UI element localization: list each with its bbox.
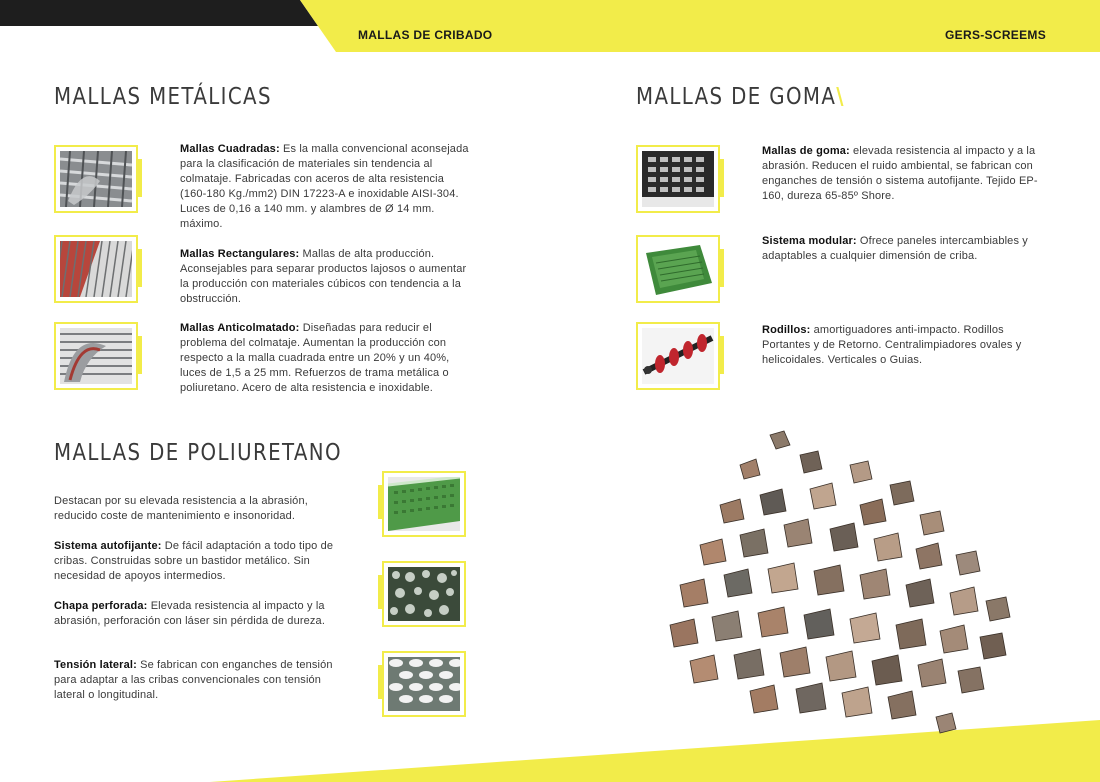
- item-chapa-perforada: [54, 599, 339, 629]
- thumb-sistema-modular: [636, 235, 720, 303]
- thumb-malla-anticolmatado: [54, 322, 138, 390]
- roller-icon: [642, 328, 714, 384]
- item-tension-lateral: [54, 658, 339, 703]
- item-text: Diseñadas para reducir el problema del colmataje. Aumentan la producción con respecto a la malla cuadrada entre un 20% y un 40%, luces de 1,5 a 25 mm. Refuerzos de trama metálica o poliuretano. Acero de alta resistencia e inoxidable.: [180, 322, 450, 394]
- slotted-mesh-icon: [60, 241, 132, 297]
- item-label: Mallas Cuadradas:: [180, 143, 280, 155]
- header-dark-band: [0, 0, 318, 26]
- modular-panel-icon: [642, 241, 714, 297]
- item-text: Mallas de alta producción. Aconsejables para separar productos lajosos o aumentar la producción con materiales cúbicos con tendencia a la obstrucción.: [180, 248, 467, 305]
- header-left-title: MALLAS DE CRIBADO: [358, 28, 493, 42]
- thumb-chapa-perforada: [382, 561, 466, 627]
- item-label: Tensión lateral:: [54, 659, 137, 671]
- woven-mesh-icon: [60, 151, 132, 207]
- item-label: Sistema modular:: [762, 235, 857, 247]
- item-text: Se fabrican con enganches de tensión para adaptar a las cribas convencionales con tensión lateral o longitudinal.: [54, 659, 333, 701]
- header-right-title: GERS-SCREEMS: [945, 28, 1046, 42]
- item-label: Mallas Anticolmatado:: [180, 322, 300, 334]
- item-text: elevada resistencia al impacto y a la abrasión. Reducen el ruido ambiental, se fabrican con enganches de tensión o sistema autofijante. Tejido EP-160, dureza 65-85º Shore.: [762, 145, 1038, 202]
- rubber-mesh-icon: [642, 151, 714, 207]
- polyurethane-panel-icon: [388, 477, 460, 531]
- thumb-poliuretano-autofijante: [382, 471, 466, 537]
- item-label: Mallas Rectangulares:: [180, 248, 300, 260]
- item-malla-anticolmatado: [180, 321, 470, 396]
- item-label: Sistema autofijante:: [54, 540, 162, 552]
- section-title-metalicas: MALLAS METÁLICAS: [54, 84, 272, 110]
- thumb-malla-cuadrada: [54, 145, 138, 213]
- title-accent-slash: \: [836, 84, 845, 110]
- section-title-goma: [636, 84, 845, 110]
- anticlog-mesh-icon: [60, 328, 132, 384]
- section-title-goma-text: MALLAS DE GOMA: [636, 84, 837, 110]
- item-rodillos: [762, 323, 1047, 368]
- item-sistema-modular: [762, 234, 1047, 264]
- header-bar: [0, 0, 1100, 60]
- round-hole-plate-icon: [388, 657, 460, 711]
- thumb-malla-goma: [636, 145, 720, 213]
- gravel-pile-image: [660, 425, 1060, 745]
- thumb-malla-rectangular: [54, 235, 138, 303]
- item-text: Es la malla convencional aconsejada para la clasificación de materiales sin tendencia al colmataje. Fabricadas con aceros de alta resistencia (160-180 Kg./mm2) DIN 17223-A e inoxidable AISI-304. Luces de 0,16 a 140 mm. y alambres de Ø 14 mm. máximo.: [180, 143, 469, 230]
- item-label: Chapa perforada:: [54, 600, 148, 612]
- item-sistema-autofijante: [54, 539, 339, 584]
- item-text: Elevada resistencia al impacto y la abrasión, perforación con láser sin pérdida de dureza.: [54, 600, 326, 627]
- item-malla-cuadrada: [180, 142, 470, 232]
- thumb-rodillos: [636, 322, 720, 390]
- item-malla-goma: [762, 144, 1047, 204]
- thumb-tension-lateral: [382, 651, 466, 717]
- item-label: Rodillos:: [762, 324, 811, 336]
- section-title-poliuretano: MALLAS DE POLIURETANO: [54, 440, 342, 466]
- header-yellow-band: [300, 0, 1100, 52]
- poliuretano-intro: Destacan por su elevada resistencia a la abrasión, reducido coste de mantenimiento e insonoridad.: [54, 495, 308, 522]
- item-text: Ofrece paneles intercambiables y adaptables a cualquier dimensión de criba.: [762, 235, 1028, 262]
- item-text: amortiguadores anti-impacto. Rodillos Portantes y de Retorno. Centralimpiadores ovales y helicoidales. Verticales o Guias.: [762, 324, 1022, 366]
- item-malla-rectangular: [180, 247, 470, 307]
- item-label: Mallas de goma:: [762, 145, 850, 157]
- perforated-plate-icon: [388, 567, 460, 621]
- item-text: De fácil adaptación a todo tipo de cribas. Construidas sobre un bastidor metálico. Sin necesidad de apoyos intermedios.: [54, 540, 334, 582]
